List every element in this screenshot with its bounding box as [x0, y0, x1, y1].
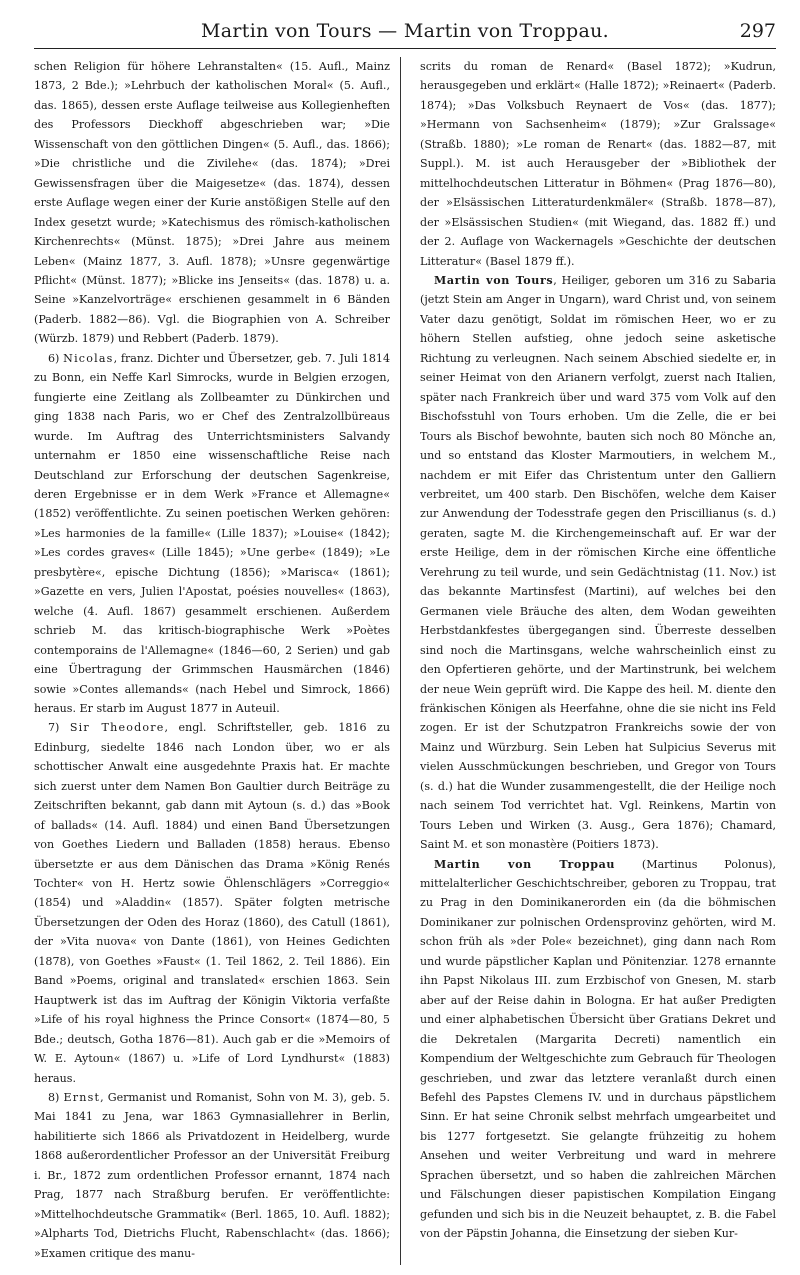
running-head: Martin von Tours — Martin von Troppau. [201, 20, 609, 42]
entry-martin-von-troppau [420, 855, 776, 1244]
entry-continuation: scrits du roman de Renard« (Basel 1872); »Kudrun, herausgegeben und erklärt« (Halle 1872); »Reinaert« (Paderb. 1874); »Das Volksbuch Reynaert de Vos« (das. 1877); »Hermann von Sachsenheim« (1879); »Zur Gralssage« (Straßb. 1880); »Le roman de Renart« (das. 1882—87, mit Suppl.). M. ist auch Herausgeber der »Bibliothek der mittelhochdeutschen Litteratur in Böhmen« (Prag 1876—80), der »Elsässischen Litteraturdenkmäler« (Straßb. 1878—87), der »Elsässischen Studien« (mit Wiegand, das. 1882 ff.) und der 2. Auflage von Wackernagels »Geschichte der deutschen Litteratur« (Basel 1879 ff.). [420, 60, 776, 268]
entry-headword: Sir Theodore [69, 721, 165, 735]
right-column [420, 57, 776, 1265]
entry-headword: Ernst [63, 1091, 101, 1105]
entry-headword: Martin von Tours [434, 273, 554, 287]
entry-text: , Heiliger, geboren um 316 zu Sabaria (jetzt Stein am Anger in Ungarn), ward Christ und, von seinem Vater dazu genötigt, Soldat im römischen Heer, wo er zu höhern Stellen aufstieg, ohne jedoch seine asketische Richtung zu verleugnen. Nach seinem Abschied siedelte er, in seiner Heimat von den Arianern verfolgt, zuerst nach Italien, später nach Frankreich über und ward 375 vom Volk auf den Bischofsstuhl von Tours erhoben. Um die Zelle, die er bei Tours als Bischof bewohnte, bauten sich noch 80 Mönche an, und so entstand das Kloster Marmoutiers, in welchem M., nachdem er mit Eifer das Christentum unter den Galliern verbreitet, um 400 starb. Den Bischöfen, welche dem Kaiser zur Anwendung der Todesstrafe gegen den Priscillianus (s. d.) geraten, sagte M. die Kirchengemeinschaft auf. Er war der erste Heilige, dem in der römischen Kirche eine öffentliche Verehrung zu teil wurde, und sein Gedächtnistag (11. Nov.) ist das bekannte Martinsfest (Martini), auf welches bei den Germanen viele Bräuche des alten, dem Wodan geweihten Herbstdankfestes übergegangen sind. Überreste desselben sind noch die Martinsgans, welche wahrscheinlich einst zu den Opfertieren gehörte, und der Martinstrunk, bei welchem der neue Wein geprüft wird. Die Kappe des heil. M. diente den fränkischen Königen als Heerfahne, ohne die sie nicht ins Feld zogen. Er ist der Schutzpatron Frankreichs sowie der von Mainz und Würzburg. Sein Leben hat Sulpicius Severus mit vielen Ausschmückungen beschrieben, und Gregor von Tours (s. d.) hat die Wunder zusammengestellt, die der Heilige noch nach seinem Tod verrichtet hat. Vgl. Reinkens, Martin von Tours Leben und Wirken (3. Ausg., Gera 1876); Chamard, Saint M. et son monastère (Poitiers 1873). [420, 273, 776, 852]
text-columns [34, 57, 776, 1265]
left-column [34, 57, 390, 1265]
entry-continuation: schen Religion für höhere Lehranstalten« (15. Aufl., Mainz 1873, 2 Bde.); »Lehrbuch der katholischen Moral« (5. Aufl., das. 1865), dessen erste Auflage teilweise aus Kollegienheften des Professors Dieckhoff abgeschrieben war; »Die Wissenschaft von den göttlichen Dingen« (5. Aufl., das. 1866); »Die christliche und die Zivilehe« (das. 1874); »Drei Gewissensfragen über die Maigesetze« (das. 1874), dessen erste Auflage wegen einer der Kurie anstößigen Stelle auf den Index gesetzt wurde; »Katechismus des römisch-katholischen Kirchenrechts« (Münst. 1875); »Drei Jahre aus meinem Leben« (Mainz 1877, 3. Aufl. 1878); »Unsre gegenwärtige Pflicht« (Münst. 1877); »Blicke ins Jenseits« (das. 1878) u. a. Seine »Kanzelvorträge« erschienen gesammelt in 6 Bänden (Paderb. 1882—86). Vgl. die Biographien von A. Schreiber (Würzb. 1879) und Rebbert (Paderb. 1879). [34, 60, 390, 346]
entry-number: 7) [48, 721, 60, 735]
entry-text: , franz. Dichter und Übersetzer, geb. 7. Juli 1814 zu Bonn, ein Neffe Karl Simrocks, wurde in Belgien erzogen, fungierte eine Zeitlang als Zollbeamter zu Dünkirchen und ging 1838 nach Paris, wo er Chef des Zentralzollbüreaus wurde. Im Auftrag des Unterrichtsministers Salvandy unternahm er 1850 eine wissenschaftliche Reise nach Deutschland zur Erforschung der deutschen Sagenkreise, deren Ergebnisse er in dem Werk »France et Allemagne« (1852) veröffentlichte. Zu seinen poetischen Werken gehören: »Les harmonies de la famille« (Lille 1837); »Louise« (1842); »Les cordes graves« (Lille 1845); »Une gerbe« (1849); »Le presbytère«, epische Dichtung (1856); »Marisca« (1861); »Gazette en vers, Julien l'Apostat, poésies nouvelles« (1863), welche (4. Aufl. 1867) gesammelt erschienen. Außerdem schrieb M. das kritisch-biographische Werk »Poètes contemporains de l'Allemagne« (1846—60, 2 Serien) und gab eine Übertragung der Grimmschen Hausmärchen (1846) sowie »Contes allemands« (nach Hebel und Simrock, 1866) heraus. Er starb im August 1877 in Auteuil. [34, 351, 390, 715]
entry-text: (Martinus Polonus), mittelalterlicher Geschichtschreiber, geboren zu Troppau, trat zu Prag in den Dominikanerorden ein (da die böhmischen Dominikaner zur polnischen Ordensprovinz gehörten, wird M. schon früh als »der Pole« bezeichnet), ging dann nach Rom und wurde päpstlicher Kaplan und Pönitenziar. 1278 ernannte ihn Papst Nikolaus III. zum Erzbischof von Gnesen, M. starb aber auf der Reise dahin in Bologna. Er hat außer Predigten und einer alphabetischen Übersicht über Gratians Dekret und die Dekretalen (Margarita Decreti) namentlich ein Kompendium der Weltgeschichte zum Gebrauch für Theologen geschrieben, und zwar das letztere veranlaßt durch einen Befehl des Papstes Clemens IV. und in durchaus päpstlichem Sinn. Er hat seine Chronik selbst mehrfach umgearbeitet und bis 1277 fortgesetzt. Sie gelangte frühzeitig zu hohem Ansehen und weiter Verbreitung und ward in mehrere Sprachen übersetzt, und so haben die zahlreichen Märchen und Fälschungen dieser papistischen Kompilation Eingang gefunden und sich bis in die Neuzeit behauptet, z. B. die Fabel von der Päpstin Johanna, die Einsetzung der sieben Kur- [420, 857, 776, 1241]
entry-nicolas [34, 349, 390, 719]
entry-martin-von-tours [420, 271, 776, 855]
entry-number: 6) [48, 351, 60, 365]
entry-text: , Germanist und Romanist, Sohn von M. 3), geb. 5. Mai 1841 zu Jena, war 1863 Gymnasiallehrer in Berlin, habilitierte sich 1866 als Privatdozent in Heidelberg, wurde 1868 außerordentlicher Professor an der Universität Freiburg i. Br., 1872 zum ordentlichen Professor ernannt, 1874 nach Prag, 1877 nach Straßburg berufen. Er veröffentlichte: »Mittelhochdeutsche Grammatik« (Berl. 1865, 10. Aufl. 1882); »Alpharts Tod, Dietrichs Flucht, Rabenschlacht« (das. 1866); »Examen critique des manu- [34, 1091, 390, 1260]
entry-ernst [34, 1088, 390, 1263]
page-number: 297 [739, 20, 776, 42]
entry-text: , engl. Schriftsteller, geb. 1816 zu Edinburg, siedelte 1846 nach London über, wo er als schottischer Anwalt eine ausgedehnte Praxis hat. Er machte sich zuerst unter dem Namen Bon Gaultier durch Beiträge zu Zeitschriften bekannt, gab dann mit Aytoun (s. d.) das »Book of ballads« (14. Aufl. 1884) und einen Band Übersetzungen von Goethes Liedern und Balladen (1858) heraus. Ebenso übersetzte er aus dem Dänischen das Drama »König Renés Tochter« von H. Hertz sowie Öhlenschlägers »Correggio« (1854) und »Aladdin« (1857). Später folgten metrische Übersetzungen der Oden des Horaz (1860), des Catull (1861), der »Vita nuova« von Dante (1861), von Heines Gedichten (1878), von Goethes »Faust« (1. Teil 1862, 2. Teil 1886). Ein Band »Poems, original and translated« erschien 1863. Sein Hauptwerk ist das im Auftrag der Königin Viktoria verfaßte »Life of his royal highness the Prince Consort« (1874—80, 5 Bde.; deutsch, Gotha 1876—81). Auch gab er die »Memoirs of W. E. Aytoun« (1867) u. »Life of Lord Lyndhurst« (1883) heraus. [34, 721, 390, 1085]
page-header [34, 16, 776, 49]
entry-sir-theodore [34, 718, 390, 1088]
entry-headword: Martin von Troppau [434, 857, 616, 871]
entry-headword: Nicolas [63, 351, 114, 365]
entry-number: 8) [48, 1091, 60, 1105]
column-divider [400, 57, 401, 1265]
